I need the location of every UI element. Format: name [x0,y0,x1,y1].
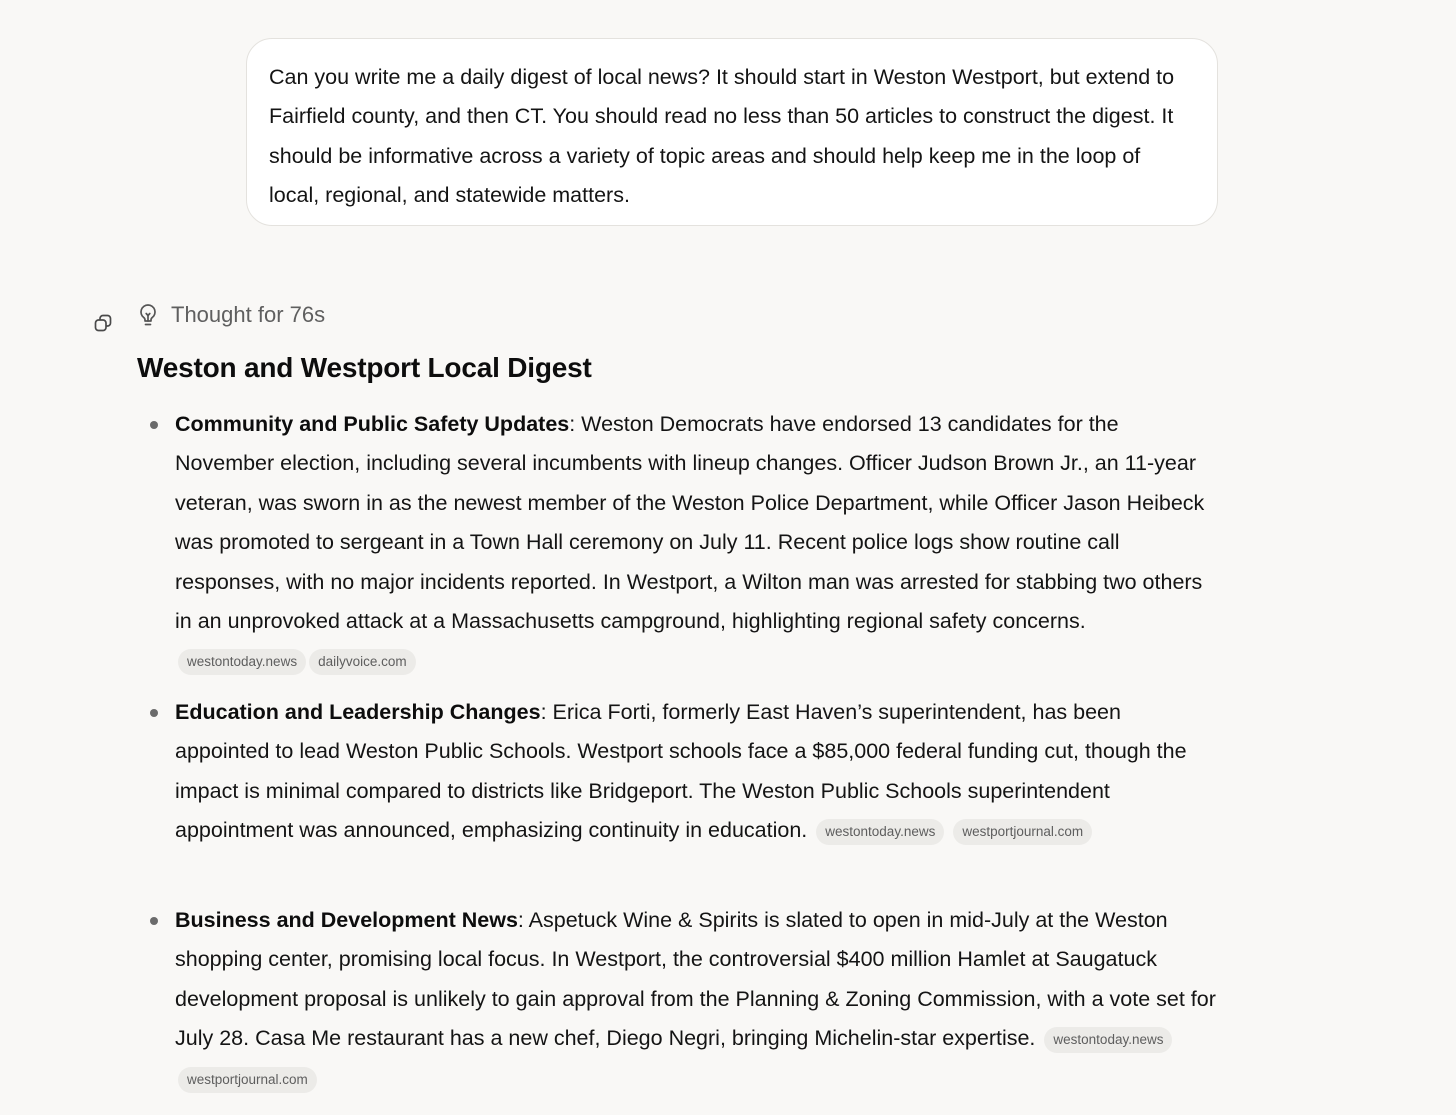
source-pill[interactable]: dailyvoice.com [309,649,416,675]
digest-item-community-safety [175,405,1220,681]
item-body: : Erica Forti, formerly East Haven’s superintendent, has been appointed to lead Weston Public Schools. Westport schools face a $85,000 federal funding cut, though the impact is minimal compared to districts like Bridgeport. The Weston Public Schools superintendent appointment was announced, emphasizing continuity in education. [175,700,1187,843]
item-body: : Aspetuck Wine & Spirits is slated to open in mid-July at the Weston shopping center, promising local focus. In Westport, the controversial $400 million Hamlet at Saugatuck development proposal is unlikely to gain approval from the Planning & Zoning Commission, with a vote set for July 28. Casa Me restaurant has a new chef, Diego Negri, bringing Michelin-star expertise. [175,908,1216,1051]
item-heading: Business and Development News [175,908,518,932]
copy-icon [92,312,114,334]
digest-item-business [175,901,1220,1098]
item-heading: Education and Leadership Changes [175,700,541,724]
bullet-marker [150,421,158,429]
thought-toggle[interactable] [136,298,325,332]
user-message-text: Can you write me a daily digest of local news? It should start in Weston Westport, but extend to Fairfield county, and then CT. You should read no less than 50 articles to construct the digest. It should be informative across a variety of topic areas and should help keep me in the loop of local, regional, and statewide matters. [269,65,1175,207]
bullet-marker [150,709,158,717]
source-pill[interactable]: westontoday.news [1044,1027,1172,1053]
source-pill[interactable]: westontoday.news [178,649,306,675]
bullet-marker [150,917,158,925]
thought-duration-label: Thought for 76s [171,302,326,327]
item-body: : Weston Democrats have endorsed 13 candidates for the November election, including several incumbents with lineup changes. Officer Judson Brown Jr., an 11-year veteran, was sworn in as the newest member of the Weston Police Department, while Officer Jason Heibeck was promoted to sergeant in a Town Hall ceremony on July 11. Recent police logs show routine call responses, with no major incidents reported. In Westport, a Wilton man was arrested for stabbing two others in an unprovoked attack at a Massachusetts campground, highlighting regional safety concerns. [175,412,1205,634]
user-message-bubble [246,38,1218,226]
item-heading: Community and Public Safety Updates [175,412,570,436]
source-pill[interactable]: westportjournal.com [178,1067,317,1093]
copy-button[interactable] [90,310,116,336]
source-pill[interactable]: westportjournal.com [953,819,1092,845]
lightbulb-icon [136,302,160,328]
digest-title: Weston and Westport Local Digest [137,352,592,383]
digest-item-education [175,693,1220,851]
source-pill[interactable]: westontoday.news [816,819,944,845]
